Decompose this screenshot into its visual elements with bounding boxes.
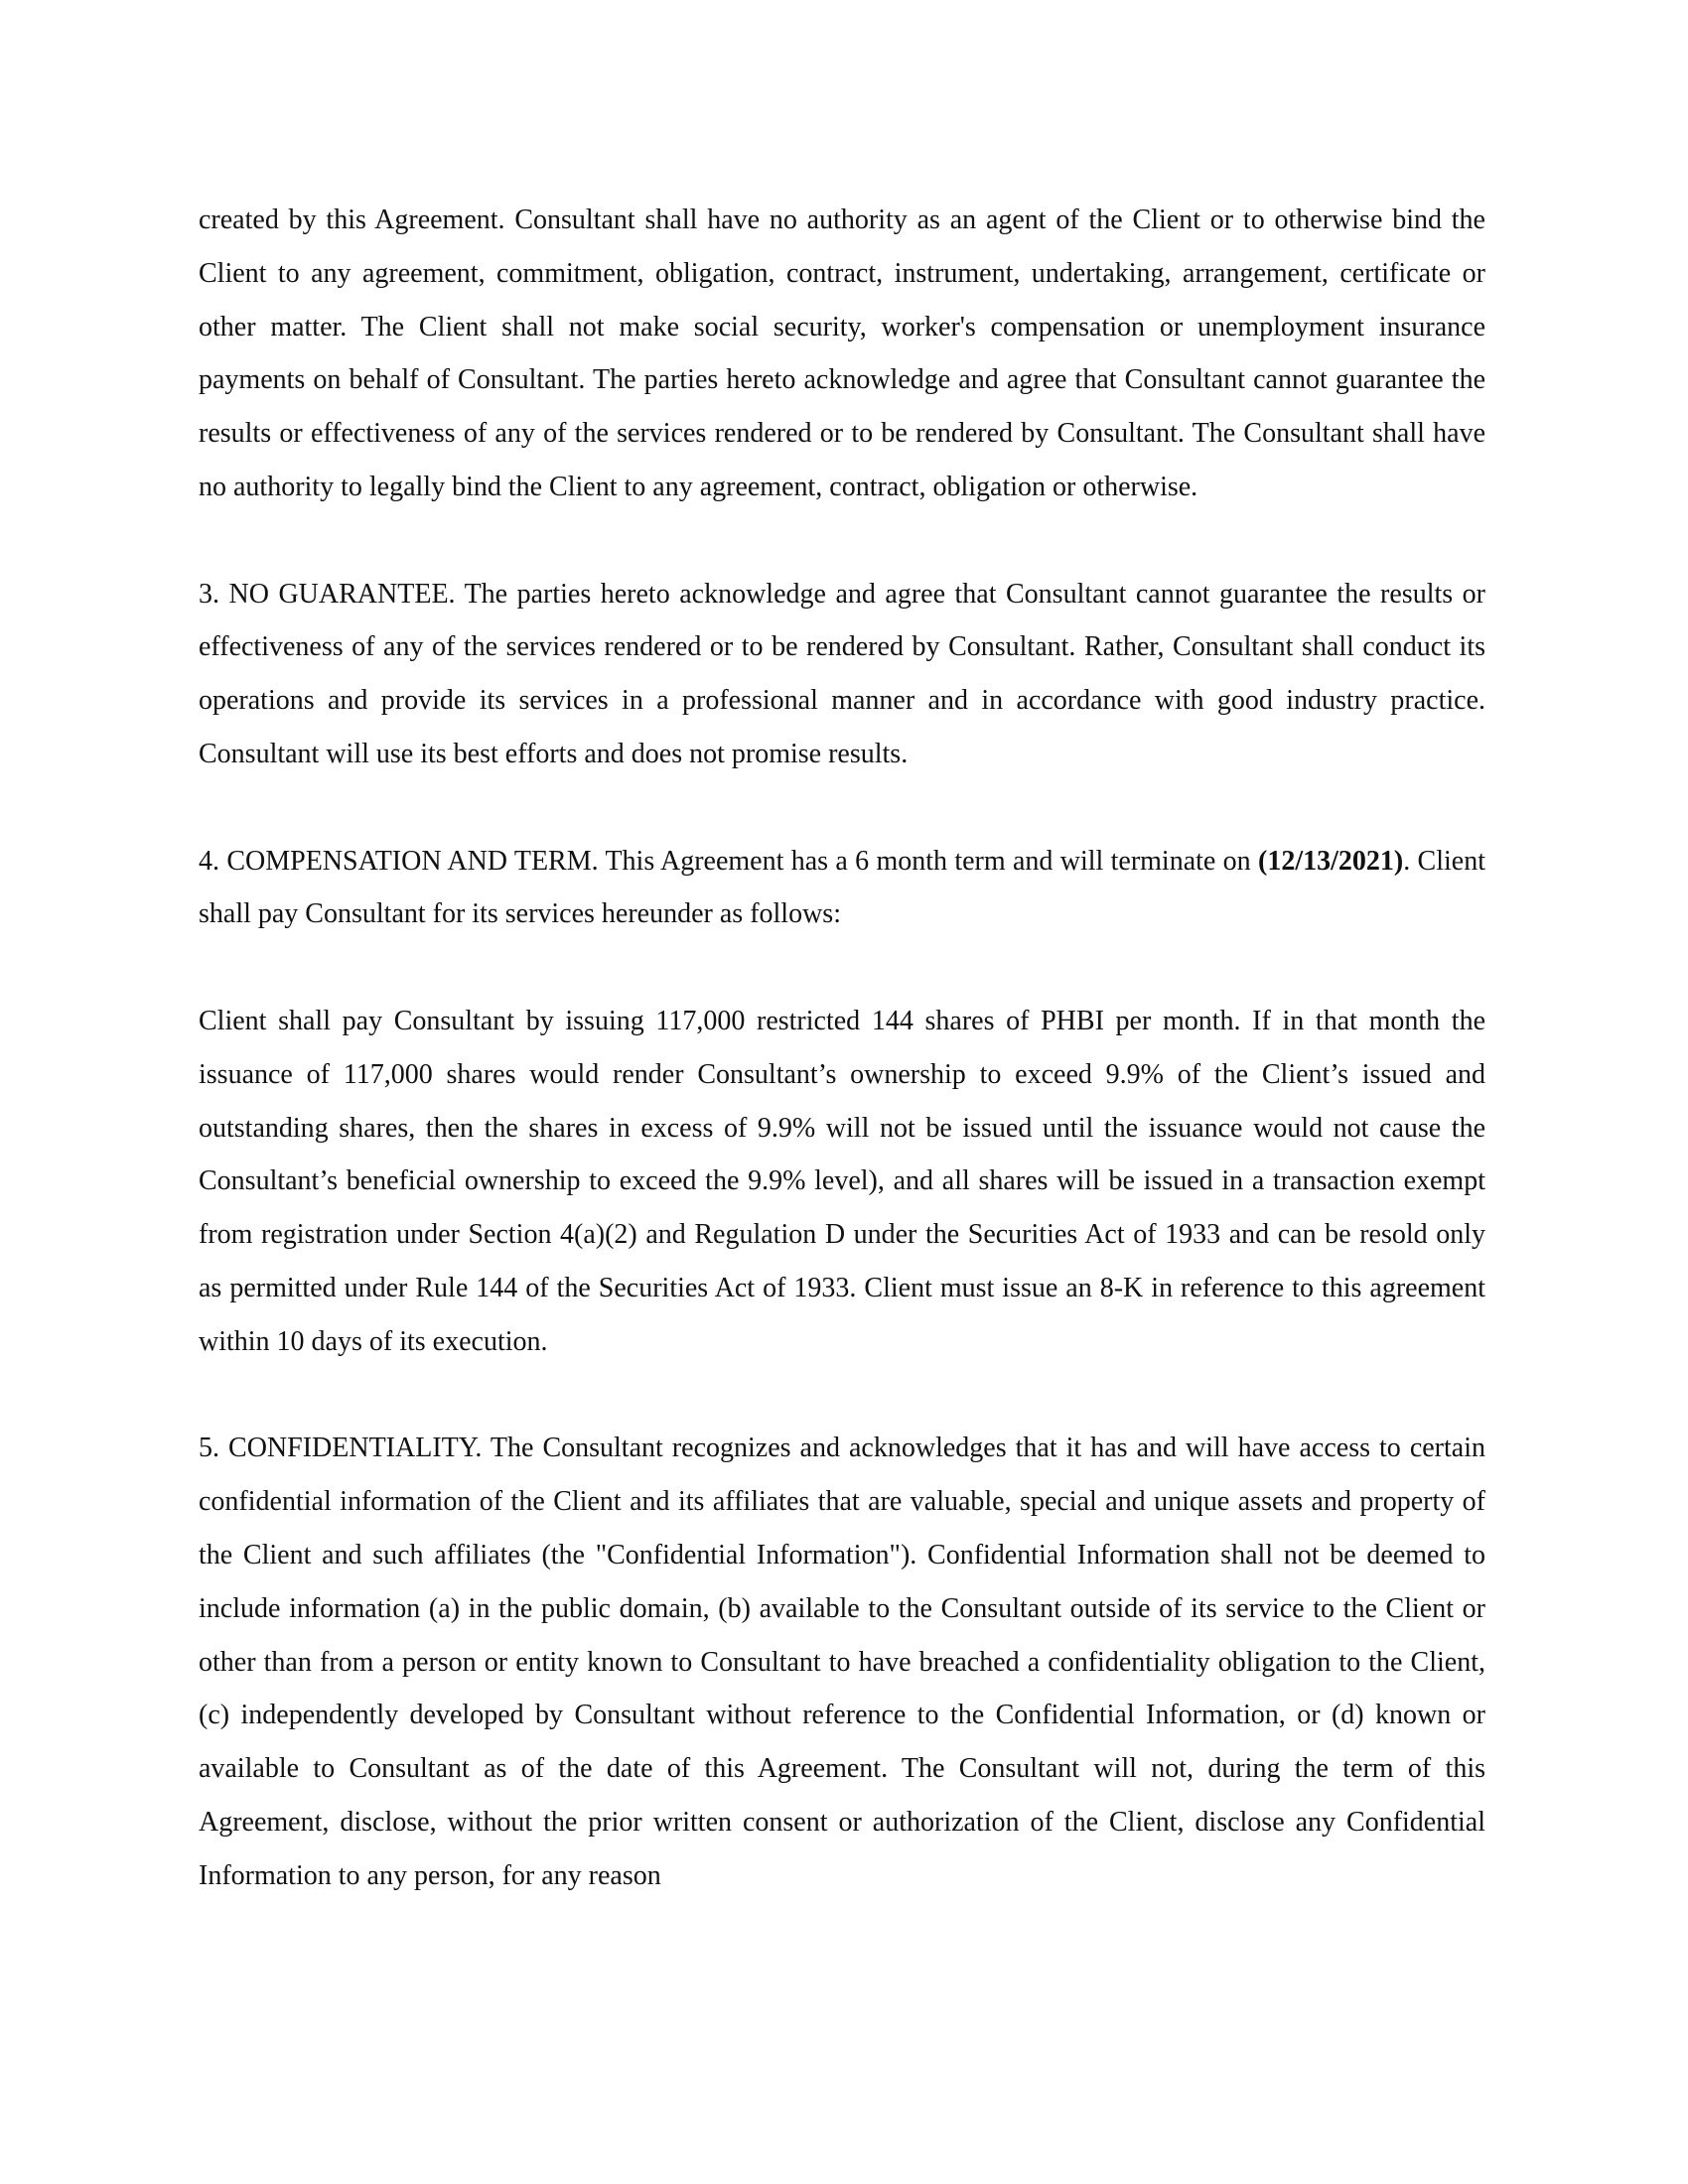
- paragraph-text: 3. NO GUARANTEE. The parties hereto acknowledge and agree that Consultant cannot guarantee the results or effectiveness of any of the services rendered or to be rendered by Consultant. Rather, Consultant shall conduct its operations and provide its services in a professional manner and in accordance with good industry practice. Consultant will use its best efforts and does not promise results.: [199, 578, 1485, 769]
- paragraph-text-before: 4. COMPENSATION AND TERM. This Agreement has a 6 month term and will terminate on: [199, 845, 1258, 877]
- paragraph-text-after: . Client shall pay Consultant for its services hereunder as follows:: [199, 845, 1485, 930]
- paragraph-text: 5. CONFIDENTIALITY. The Consultant recognizes and acknowledges that it has and will have access to certain confidential information of the Client and its affiliates that are valuable, special and unique assets and property of the Client and such affiliates (the "Confidential Information"). Confidential Information shall not be deemed to include information (a) in the public domain, (b) available to the Consultant outside of its service to the Client or other than from a person or entity known to Consultant to have breached a confidentiality obligation to the Client, (c) independently developed by Consultant without reference to the Confidential Information, or (d) known or available to Consultant as of the date of this Agreement. The Consultant will not, during the term of this Agreement, disclose, without the prior written consent or authorization of the Client, disclose any Confidential Information to any person, for any reason: [199, 1433, 1485, 1891]
- paragraph-compensation-and-term: [199, 835, 1485, 942]
- paragraph-text: created by this Agreement. Consultant shall have no authority as an agent of the Client or to otherwise bind the Client to any agreement, commitment, obligation, contract, instrument, undertaking, arrangement, certificate or other matter. The Client shall not make social security, worker's compensation or unemployment insurance payments on behalf of Consultant. The parties hereto acknowledge and agree that Consultant cannot guarantee the results or effectiveness of any of the services rendered or to be rendered by Consultant. The Consultant shall have no authority to legally bind the Client to any agreement, contract, obligation or otherwise.: [199, 205, 1485, 502]
- paragraph-text: Client shall pay Consultant by issuing 117,000 restricted 144 shares of PHBI per month. If in that month the issuance of 117,000 shares would render Consultant’s ownership to exceed 9.9% of the Client’s issued and outstanding shares, then the shares in excess of 9.9% will not be issued until the issuance would not cause the Consultant’s beneficial ownership to exceed the 9.9% level), and all shares will be issued in a transaction exempt from registration under Section 4(a)(2) and Regulation D under the Securities Act of 1933 and can be resold only as permitted under Rule 144 of the Securities Act of 1933. Client must issue an 8-K in reference to this agreement within 10 days of its execution.: [199, 1005, 1485, 1357]
- paragraph-independent-contractor-continued: [199, 194, 1485, 514]
- paragraph-payment-terms: [199, 995, 1485, 1369]
- paragraph-confidentiality: [199, 1422, 1485, 1902]
- document-body: [199, 194, 1485, 1903]
- paragraph-no-guarantee: [199, 568, 1485, 781]
- termination-date: (12/13/2021): [1258, 845, 1404, 877]
